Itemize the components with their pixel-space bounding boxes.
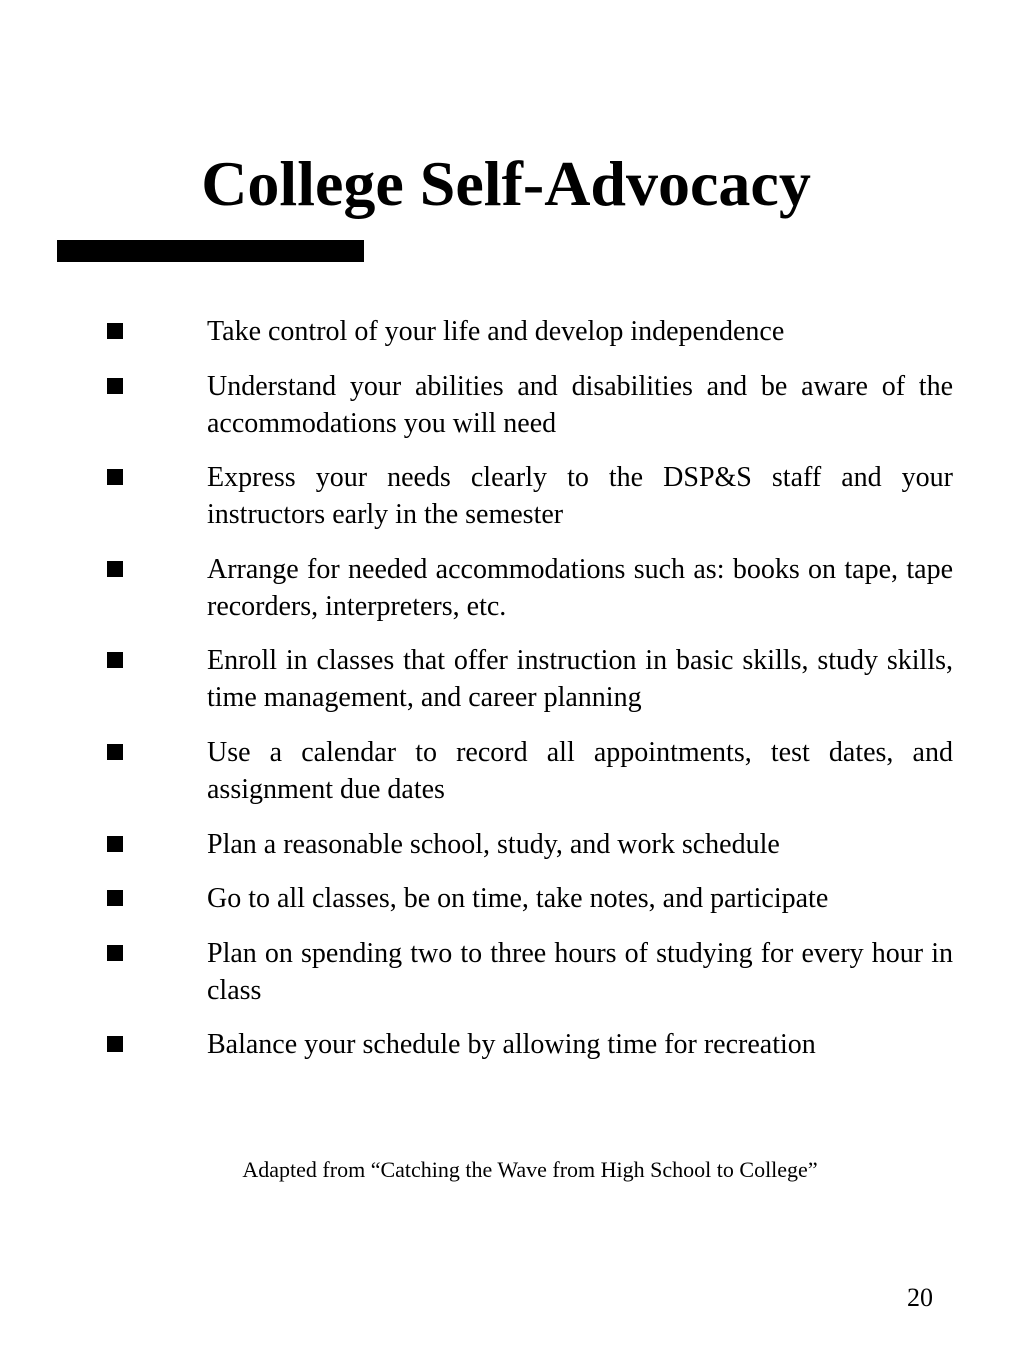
- list-item: [0, 1026, 953, 1063]
- list-item-text: Enroll in classes that offer instruction in basic skills, study skills, time management, and career planning: [207, 645, 953, 714]
- square-bullet-icon: [107, 469, 123, 485]
- square-bullet-icon: [107, 561, 123, 577]
- list-item: [0, 313, 953, 350]
- list-item-text: Understand your abilities and disabilities and be aware of the accommodations you will need: [207, 370, 953, 439]
- list-item-text: Arrange for needed accommodations such as: books on tape, tape recorders, interpreters, etc.: [207, 553, 953, 622]
- list-item: [0, 459, 953, 533]
- square-bullet-icon: [107, 836, 123, 852]
- square-bullet-icon: [107, 890, 123, 906]
- list-item-text: Plan a reasonable school, study, and work schedule: [207, 828, 780, 860]
- list-item-text: Take control of your life and develop independence: [207, 316, 785, 347]
- square-bullet-icon: [107, 323, 123, 339]
- list-item: [0, 880, 953, 917]
- list-item: [0, 551, 953, 625]
- square-bullet-icon: [107, 652, 123, 668]
- list-item: [0, 826, 953, 863]
- square-bullet-icon: [107, 744, 123, 760]
- list-item: [0, 935, 953, 1009]
- bullet-list: [0, 313, 1024, 1081]
- list-item: [0, 368, 953, 442]
- list-item: [0, 734, 953, 808]
- page-title: College Self-Advocacy: [201, 148, 811, 219]
- square-bullet-icon: [107, 1036, 123, 1052]
- source-attribution: Adapted from “Catching the Wave from High School to College”: [242, 1157, 818, 1182]
- list-item: [0, 642, 953, 716]
- list-item-text: Use a calendar to record all appointments, test dates, and assignment due dates: [207, 736, 953, 805]
- list-item-text: Express your needs clearly to the DSP&S staff and your instructors early in the semester: [207, 462, 953, 531]
- square-bullet-icon: [107, 378, 123, 394]
- square-bullet-icon: [107, 945, 123, 961]
- page-number: 20: [907, 1283, 933, 1312]
- title-underline-bar: [57, 240, 364, 262]
- list-item-text: Go to all classes, be on time, take notes, and participate: [207, 883, 829, 915]
- list-item-text: Plan on spending two to three hours of studying for every hour in class: [207, 937, 953, 1006]
- list-item-text: Balance your schedule by allowing time for recreation: [207, 1029, 816, 1061]
